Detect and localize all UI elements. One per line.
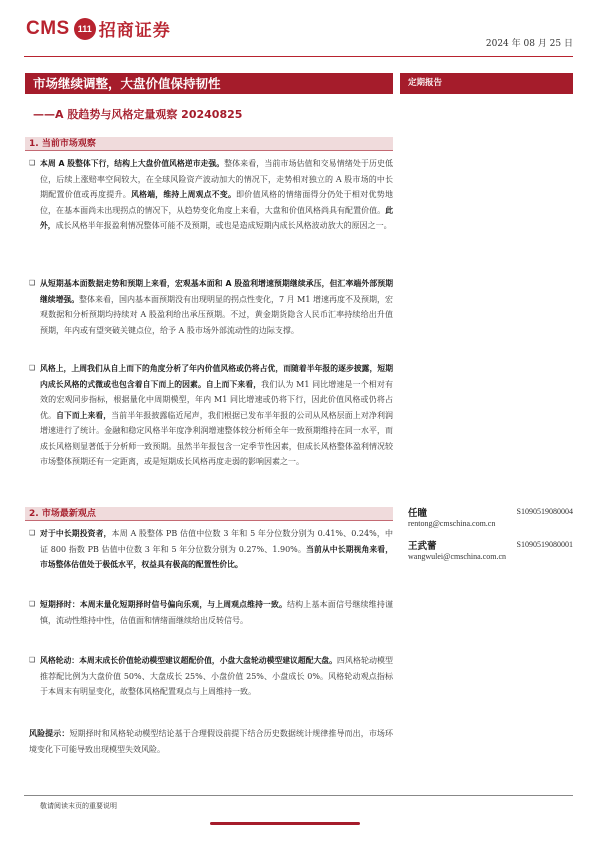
bold-text: 风格上，上周我们从自上而下的角度分析了年内价值风格或仍将占优，而随着半年报的逐步披露，短期内成长风格的式微或也包含着自下而上的因素。 (40, 364, 393, 389)
bold-text: 自上而下来看， (205, 379, 262, 389)
header-divider (24, 56, 573, 57)
bullet-icon: ❑ (29, 364, 36, 372)
analyst-card (408, 538, 573, 561)
risk-label: 风险提示： (29, 729, 70, 738)
paragraph (29, 156, 393, 234)
analyst-email[interactable]: wangwulei@cmschina.com.cn (408, 552, 507, 561)
bold-text: 短期择时：本周末量化短期择时信号偏向乐观，与上周观点维持一致。 (40, 600, 287, 609)
bullet-icon: ❑ (29, 159, 36, 167)
analyst-name: 任瞳 (408, 508, 428, 519)
footer-divider (24, 795, 573, 796)
report-date: 2024 年 08 月 25 日 (485, 39, 573, 49)
risk-warning (29, 726, 393, 758)
body-text: 即价值风格的情绪面得分仍处于相对优势地位，在基本面尚未出现拐点的情况下，从趋势变化角度上来看，大盘和价值风格尚具有配置价值。 (40, 190, 394, 215)
footer-accent-bar (210, 822, 360, 825)
logo-chinese: 招商证券 (98, 21, 171, 41)
bold-text: 从短期基本面数据走势和预期上来看，宏观基本面和 A 股盈利增速预期继续承压，但汇率端外部预期继续增强。 (40, 279, 393, 304)
bold-text: 自下而上来看， (56, 410, 112, 420)
bullet-icon: ❑ (29, 600, 36, 608)
analyst-panel (408, 505, 573, 571)
body-text: 本周 A 股整体 PB 估值中位数 3 年和 5 年分位数分别为 0.41%、0.24%，中证 800 指数 PB 估值中位数 3 年和 5 年分位数分别为 0.27%、1.90%。 (40, 529, 393, 554)
logo-latin: CMS (26, 17, 70, 39)
paragraph (29, 597, 393, 628)
report-type-tag: 定期报告 (400, 73, 573, 94)
bold-text: 对于中长期投资者， (40, 529, 112, 538)
body-text: 四风格轮动模型推荐配比例为大盘价值 50%、大盘成长 25%、小盘价值 25%、小盘成长 0%。风格轮动观点指标于本周末有明显变化，故整体风格配置观点与上周维持一致。 (40, 656, 394, 696)
body-text: 成长风格半年报盈利情况整体可能不及预期，或也是造成短期内成长风格波动放大的原因之一。 (55, 221, 392, 230)
paragraph (29, 361, 393, 470)
bold-text: 风格轮动：本周末成长价值轮动模型建议超配价值，小盘大盘轮动模型建议超配大盘。 (40, 656, 337, 665)
risk-text: 短期择时和风格轮动模型结论基于合理假设前提下结合历史数据统计规律推导而出，市场环境变化下可能导致出现模型失效风险。 (29, 729, 394, 754)
analyst-cert: S1090519080004 (516, 507, 573, 516)
report-title: 市场继续调整，大盘价值保持韧性 (25, 73, 393, 94)
bold-text: 当前从中长期视角来看，市场整体估值处于极低水平，权益具有极高的配置性价比。 (40, 544, 393, 569)
analyst-cert: S1090519080001 (516, 540, 573, 549)
body-text: 结构上基本面信号继续维持谨慎，流动性维持中性，估值面和情绪面继续给出反转信号。 (40, 600, 394, 625)
bold-text: 风格端，维持上周观点不变。 (131, 190, 237, 199)
report-subtitle: ——A 股趋势与风格定量观察 20240825 (33, 108, 243, 121)
paragraph (29, 276, 393, 338)
paragraph (29, 653, 393, 700)
body-text: 整体来看，当前市场估值和交易情绪处于历史低位，后续上涨赔率空间较大，在全球风险资产波动加大的情况下，走势相对独立的 A 股市场的中长期配置价值或再度提升。 (40, 159, 394, 199)
body-text: 我们认为 M1 同比增速是一个相对有效的宏观同步指标，根据量化中周期模型，年内 M1 同比增速或仍将下行，因此价值风格或仍将占优。 (40, 379, 393, 420)
paragraph (29, 526, 393, 573)
logo-mark: 111 (74, 18, 96, 40)
analyst-email[interactable]: rentong@cmschina.com.cn (408, 519, 496, 528)
body-text: 整体来看，国内基本面预期没有出现明显的拐点性变化，7 月 M1 增速再度不及预期，宏观数据和分析预期均持续对 A 股盈利给出承压预期。不过，黄金期货隐含人民币汇率持续给出升值预期，年内或有望突破关键点位，给予 A 股市场外部流动性的边际支撑。 (40, 294, 394, 335)
body-text: 当前半年报披露临近尾声，我们根据已发布半年报的公司从风格层面上对净利润增速进行了统计。金融和稳定风格半年度净利润增速整体较分析师全年一致预期维持在同一水平，而成长风格则显著低于分析师一致预期。虽然半年报包含一定季节性因素，但成长风格整体盈利情况较市场整体预期还有一定距离，或是短期成长风格再度走弱的影响因素之一。 (40, 410, 394, 466)
bold-text: 本周 A 股整体下行，结构上大盘价值风格逆市走强。 (40, 159, 225, 168)
bullet-icon: ❑ (29, 529, 36, 537)
footer-disclaimer: 敬请阅读末页的重要说明 (40, 802, 117, 810)
bullet-icon: ❑ (29, 656, 36, 664)
analyst-name: 王武蕾 (408, 541, 437, 552)
analyst-card (408, 505, 573, 528)
bold-text: 此外， (40, 205, 393, 230)
bullet-icon: ❑ (29, 279, 36, 287)
section-heading: 2. 市场最新观点 (25, 507, 393, 521)
brand-logo (26, 16, 171, 41)
section-heading: 1. 当前市场观察 (25, 137, 393, 151)
